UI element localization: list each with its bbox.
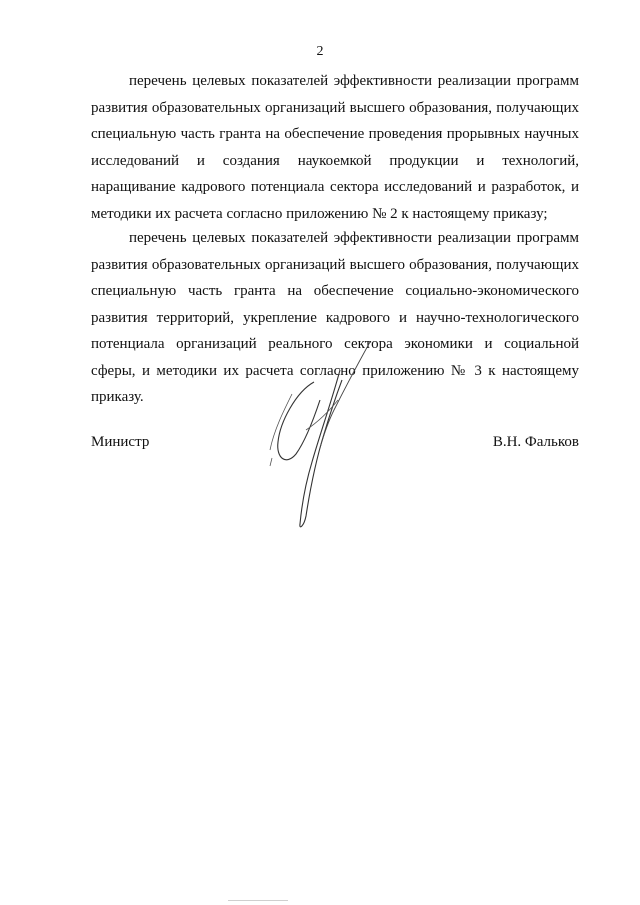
signature-stroke (320, 342, 370, 448)
scan-artifact (228, 900, 288, 901)
signer-title: Министр (91, 434, 150, 450)
signature-drawing (262, 330, 372, 530)
page-number: 2 (316, 44, 324, 59)
signature-block (91, 434, 579, 456)
paragraph-text: перечень целевых показателей эффективности реализации программ развития образовательных организаций высшего образования, получающих специальную часть гранта на обеспечение социально-экономического развития территорий, укрепление кадрового и научно-технологического потенциала организаций реального сектора экономики и социальной сферы, и методики их расчета согласно приложению № 3 к настоящему приказу. (91, 230, 579, 405)
paragraph-text: перечень целевых показателей эффективности реализации программ развития образовательных организаций высшего образования, получающих специальную часть гранта на обеспечение проведения прорывных научных исследований и создания наукоемкой продукции и технологий, наращивание кадрового потенциала сектора исследований и разработок, и методики их расчета согласно приложению № 2 к настоящему приказу; (91, 73, 579, 222)
handwritten-signature (262, 330, 372, 530)
paragraph-appendix-2 (91, 68, 579, 227)
signer-name: В.Н. Фальков (492, 434, 579, 450)
